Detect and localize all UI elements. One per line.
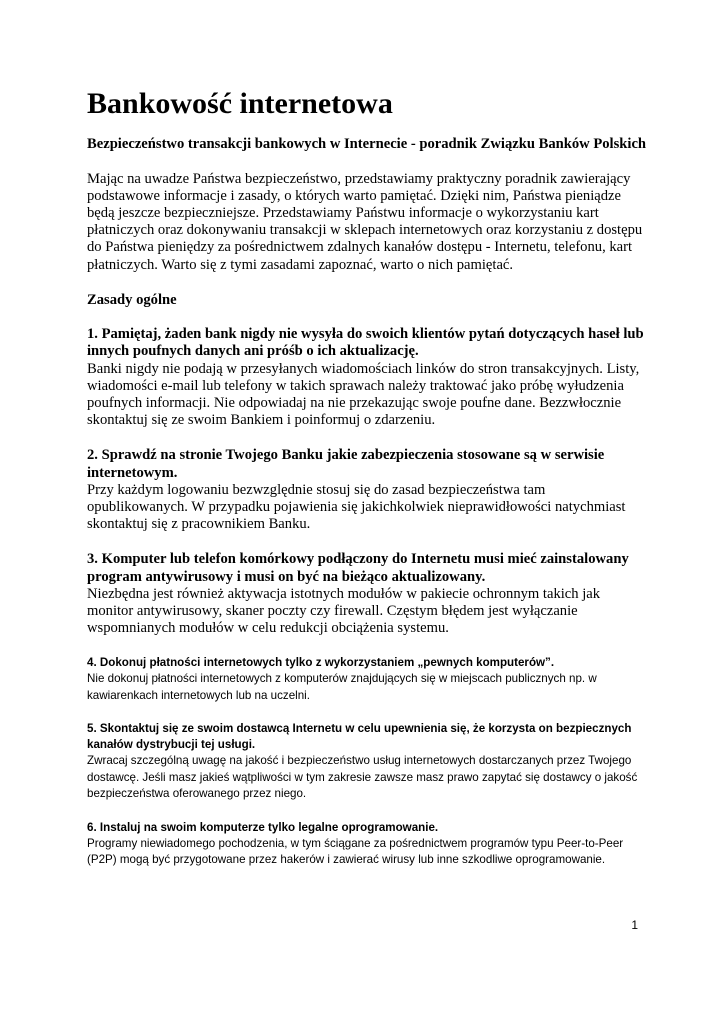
rule-heading: 1. Pamiętaj, żaden bank nigdy nie wysyła do swoich klientów pytań dotyczących haseł lub innych poufnych danych ani próśb o ich aktualizację. [87, 326, 644, 360]
rule-heading: 5. Skontaktuj się ze swoim dostawcą Internetu w celu upewnienia się, że korzysta on bezpiecznych kanałów dystrybucji tej usługi. [87, 722, 632, 752]
rule-heading: 6. Instaluj na swoim komputerze tylko legalne oprogramowanie. [87, 820, 439, 834]
rule-3 [87, 551, 647, 637]
rule-body: Programy niewiadomego pochodzenia, w tym ściągane za pośrednictwem programów typu Peer-to-Peer (P2P) mogą być przygotowane przez hakerów i zawierać wirusy lub inne szkodliwe oprogramowanie. [87, 836, 624, 867]
rule-1 [87, 326, 647, 429]
rule-heading: 3. Komputer lub telefon komórkowy podłączony do Internetu musi mieć zainstalowany program antywirusowy i musi on być na bieżąco aktualizowany. [87, 551, 629, 585]
rule-2 [87, 447, 647, 533]
page-number: 1 [631, 918, 638, 932]
rule-body: Przy każdym logowaniu bezwzględnie stosuj się do zasad bezpieczeństwa tam opublikowanych. W przypadku pojawienia się jakichkolwiek nieprawidłowości natychmiast skontaktuj się z pracownikiem Banku. [87, 481, 626, 533]
document-title: Bankowość internetowa [87, 87, 393, 120]
rule-5 [87, 721, 647, 803]
rule-body: Banki nigdy nie podają w przesyłanych wiadomościach linków do stron transakcyjnych. Listy, wiadomości e-mail lub telefony w takich sprawach należy traktować jako próbę wyłudzenia poufnych informacji. Nie odpowiadaj na nie przekazując swoje poufne dane. Bezzwłocznie skontaktuj się ze swoim Bankiem i poinformuj o zdarzeniu. [87, 360, 640, 429]
rule-body: Nie dokonuj płatności internetowych z komputerów znajdujących się w miejscach publicznych np. w kawiarenkach internetowych lub na uczelni. [87, 672, 597, 702]
rule-4 [87, 655, 647, 704]
rule-body: Niezbędna jest również aktywacja istotnych modułów w pakiecie ochronnym takich jak monitor antywirusowy, skaner poczty czy firewall. Częstym błędem jest wyłączanie wspomnianych modułów w celu redukcji obciążenia systemu. [87, 585, 601, 637]
section-title: Zasady ogólne [87, 291, 177, 308]
rule-heading: 2. Sprawdź na stronie Twojego Banku jakie zabezpieczenia stosowane są w serwisie internetowym. [87, 447, 605, 481]
rule-heading: 4. Dokonuj płatności internetowych tylko z wykorzystaniem „pewnych komputerów”. [87, 656, 555, 670]
rule-body: Zwracaj szczególną uwagę na jakość i bezpieczeństwo usług internetowych dostarczanych przez Twojego dostawcę. Jeśli masz jakieś wątpliwości w tym zakresie zawsze masz prawo zapytać się dostawcy o jakość bezpieczeństwa oferowanego przez niego. [87, 754, 638, 801]
document-subtitle: Bezpieczeństwo transakcji bankowych w Internecie - poradnik Związku Banków Polskich [87, 136, 647, 152]
document-page [87, 86, 647, 886]
intro-paragraph: Mając na uwadze Państwa bezpieczeństwo, przedstawiamy praktyczny poradnik zawierający podstawowe informacje i zasady, o których warto pamiętać. Dzięki nim, Państwa pieniądze będą jeszcze bezpieczniejsze. Przedstawiamy Państwu informacje o wykorzystaniu kart płatniczych oraz dokonywaniu transakcji w sklepach internetowych oraz korzystaniu z dostępu do Państwa pieniędzy za pośrednictwem zdalnych kanałów dostępu - Internetu, telefonu, kart płatniczych. Warto się z tymi zasadami zapoznać, warto o nich pamiętać. [87, 170, 643, 273]
rule-6 [87, 820, 647, 869]
